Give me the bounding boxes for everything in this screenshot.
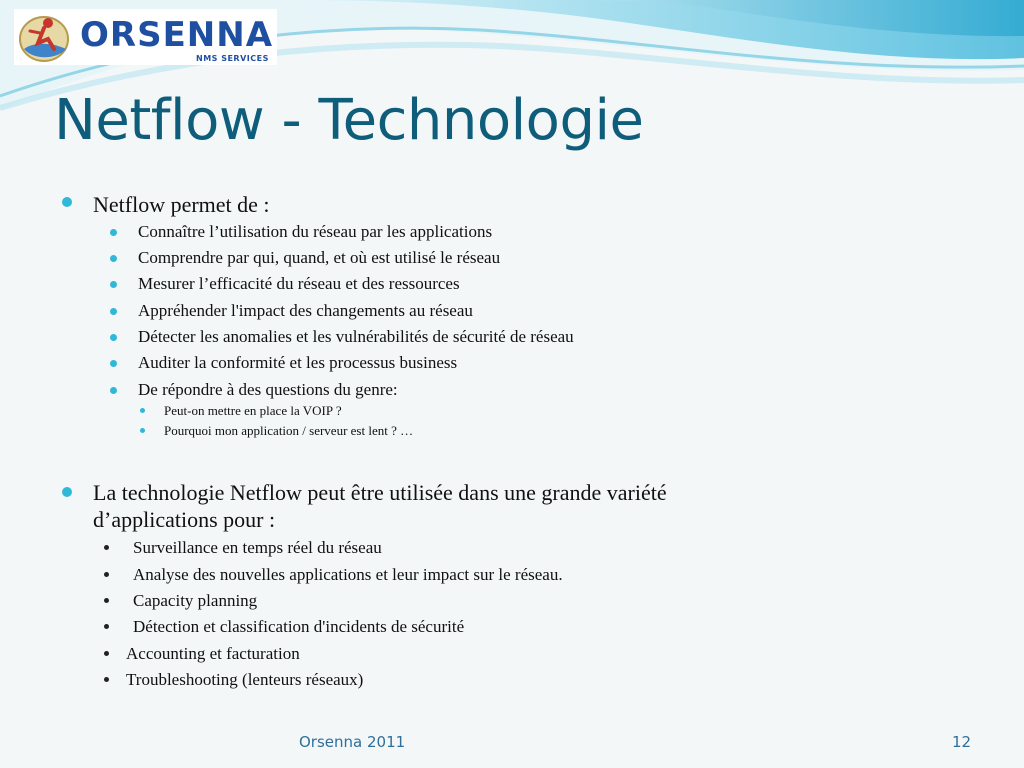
section2-item: Analyse des nouvelles applications et leur impact sur le réseau. (133, 565, 563, 584)
section2-item: Surveillance en temps réel du réseau (133, 538, 382, 557)
logo-emblem-icon (14, 9, 76, 65)
logo-wordmark: ORSENNA (80, 15, 274, 55)
section1-item: Comprendre par qui, quand, et où est utilisé le réseau (138, 248, 501, 267)
section2-item: Détection et classification d'incidents de sécurité (133, 617, 465, 636)
bullet-icon (110, 387, 117, 394)
orsenna-logo (14, 9, 277, 65)
section2-item: Capacity planning (133, 591, 258, 610)
bullet-icon (110, 334, 117, 341)
section1-item: Auditer la conformité et les processus business (138, 353, 458, 372)
bullet-icon (62, 197, 72, 207)
section1-subitem: Pourquoi mon application / serveur est lent ? … (164, 423, 414, 438)
bullet-icon (140, 428, 145, 433)
bullet-icon (110, 255, 117, 262)
bullet-icon (104, 651, 109, 656)
bullet-icon (104, 545, 109, 550)
section2-item: Troubleshooting (lenteurs réseaux) (126, 670, 364, 689)
section1-heading: Netflow permet de : (93, 192, 270, 217)
section2-heading-line2: d’applications pour : (93, 507, 276, 532)
bullet-icon (110, 281, 117, 288)
bullet-icon (62, 487, 72, 497)
section1-subitem: Peut-on mettre en place la VOIP ? (164, 403, 342, 418)
section1-item: Appréhender l'impact des changements au réseau (138, 301, 473, 320)
slide-title: Netflow - Technologie (54, 88, 644, 153)
section1-item: Connaître l’utilisation du réseau par les applications (138, 222, 493, 241)
bullet-icon (110, 308, 117, 315)
section2-item: Accounting et facturation (126, 644, 300, 663)
section1-item: Mesurer l’efficacité du réseau et des ressources (138, 274, 460, 293)
logo-tagline: NMS SERVICES (196, 54, 269, 63)
bullet-icon (140, 408, 145, 413)
bullet-icon (104, 572, 109, 577)
bullet-icon (110, 229, 117, 236)
bullet-icon (104, 624, 109, 629)
section1-item: De répondre à des questions du genre: (138, 380, 398, 399)
section1-item: Détecter les anomalies et les vulnérabilités de sécurité de réseau (138, 327, 574, 346)
bullet-icon (104, 677, 109, 682)
section2-heading-line1: La technologie Netflow peut être utilisée dans une grande variété (93, 480, 667, 505)
bullet-icon (104, 598, 109, 603)
bullet-icon (110, 360, 117, 367)
footer-text: Orsenna 2011 (299, 733, 406, 751)
page-number: 12 (952, 733, 972, 751)
